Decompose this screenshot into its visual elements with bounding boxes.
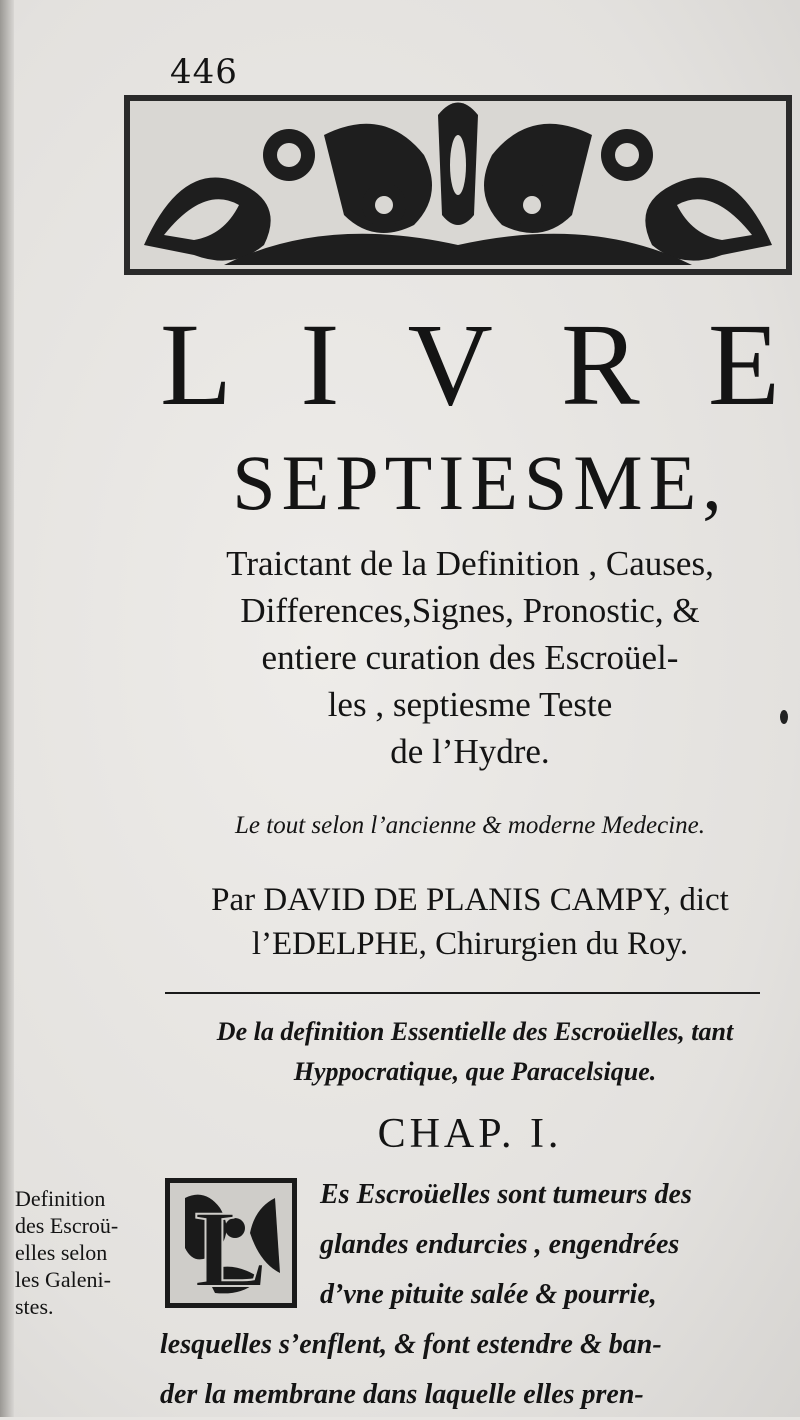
page-gutter	[0, 0, 14, 1417]
chapter-heading: CHAP. I.	[377, 1111, 563, 1157]
subtitle-line: les , septiesme Teste	[327, 685, 613, 724]
title-letter: E	[707, 299, 780, 430]
title-letter: R	[561, 299, 640, 430]
margin-note	[15, 1185, 155, 1320]
subtitle-line: de l’Hydre.	[390, 732, 550, 771]
medicine-note: Le tout selon l’ancienne & moderne Medecine.	[235, 812, 705, 839]
section-heading-line: De la definition Essentielle des Escroüelles, tant	[216, 1017, 734, 1046]
ornamental-headpiece	[124, 95, 792, 275]
title-letter: V	[407, 299, 493, 430]
subtitle-line: Differences,Signes, Pronostic, &	[240, 591, 700, 630]
title-septiesme: SEPTIESME,	[232, 439, 728, 526]
horizontal-rule	[165, 992, 760, 994]
author-block	[160, 878, 780, 966]
body-text	[160, 1170, 780, 1420]
author-line: Par DAVID DE PLANIS CAMPY, dict	[211, 882, 729, 918]
margin-note-line: stes.	[15, 1294, 54, 1319]
subtitle-line: entiere curation des Escroüel-	[261, 638, 679, 677]
title-livre	[160, 300, 780, 430]
ink-speck	[780, 710, 788, 724]
margin-note-line: les Galeni-	[15, 1267, 111, 1292]
margin-note-line: Definition	[15, 1186, 106, 1211]
dropcap-letter: L	[194, 1188, 268, 1308]
page-number: 446	[170, 52, 238, 92]
margin-note-line: elles selon	[15, 1240, 108, 1265]
subtitle-line: Traictant de la Definition , Causes,	[226, 544, 714, 583]
body-line: glandes endurcies , engendrées	[320, 1229, 680, 1260]
title-letter: I	[300, 299, 340, 430]
body-line: der la membrane dans laquelle elles pren-	[160, 1379, 644, 1410]
body-line: d’vne pituite salée & pourrie,	[320, 1279, 657, 1310]
title-letter: L	[160, 299, 233, 430]
body-line: Es Escroüelles sont tumeurs des	[320, 1179, 692, 1210]
margin-note-line: des Escroü-	[15, 1213, 119, 1238]
section-heading-line: Hyppocratique, que Paracelsique.	[293, 1057, 657, 1086]
author-line: l’EDELPHE, Chirurgien du Roy.	[251, 926, 689, 962]
subtitle	[160, 540, 780, 775]
section-heading	[175, 1012, 775, 1092]
body-line: lesquelles s’enflent, & font estendre & ban-	[160, 1329, 662, 1360]
